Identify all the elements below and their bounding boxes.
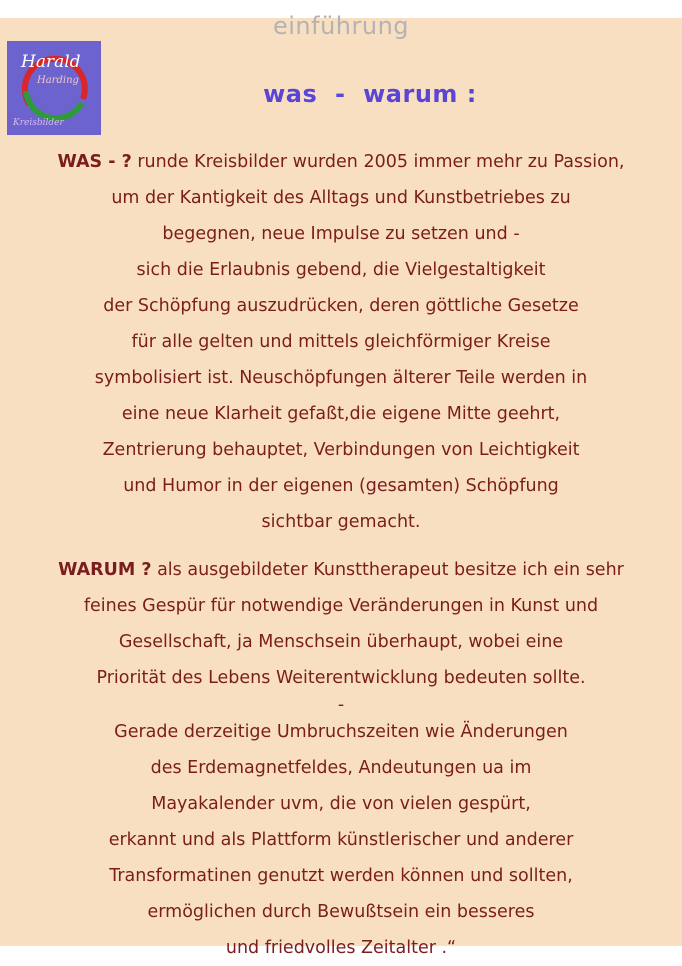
was-line: und Humor in der eigenen (gesamten) Schöpfung [123, 476, 559, 496]
warum-keyword: WARUM ? [58, 560, 152, 580]
logo-emblem-icon [7, 41, 101, 135]
warum-line: Gesellschaft, ja Menschsein überhaupt, wobei eine [118, 632, 564, 652]
warum-line: des Erdemagnetfeldes, Andeutungen ua im [150, 758, 532, 778]
warum-separator: - [337, 695, 345, 715]
warum-line: Mayakalender uvm, die von vielen gespürt, [151, 794, 531, 814]
warum-line: feines Gespür für notwendige Veränderungen in Kunst und [83, 596, 599, 616]
logo-line3: Kreisbilder [13, 118, 64, 128]
warum-line: Priorität des Lebens Weiterentwicklung bedeuten sollte. [96, 668, 586, 688]
was-line: eine neue Klarheit gefaßt,die eigene Mitte geehrt, [121, 404, 561, 424]
content-panel [0, 12, 682, 958]
page-title: einführung [272, 12, 410, 40]
was-line: Zentrierung behauptet, Verbindungen von Leichtigkeit [102, 440, 580, 460]
was-line: um der Kantigkeit des Alltags und Kunstbetriebes zu [111, 188, 571, 208]
logo-line1: Harald [21, 52, 81, 72]
was-keyword: WAS - ? [57, 152, 132, 172]
was-line: symbolisiert ist. Neuschöpfungen älterer Teile werden in [94, 368, 588, 388]
was-line: der Schöpfung auszudrücken, deren göttliche Gesetze [103, 296, 579, 316]
warum-line: Gerade derzeitige Umbruchszeiten wie Änderungen [114, 722, 568, 742]
warum-paragraph [0, 552, 682, 966]
warum-line: erkannt und als Plattform künstlerischer und anderer [108, 830, 574, 850]
was-line: sich die Erlaubnis gebend, die Vielgestaltigkeit [136, 260, 546, 280]
warum-line-text: als ausgebildeter Kunsttherapeut besitze ich ein sehr [151, 560, 624, 580]
warum-line: Transformatinen genutzt werden können und sollten, [109, 866, 573, 886]
section-heading: was - warum : [263, 80, 477, 108]
warum-line: und friedvolles Zeitalter .“ [225, 938, 457, 958]
logo-line2: Harding [37, 75, 79, 86]
warum-line-0 [0, 552, 682, 588]
was-paragraph [0, 144, 682, 540]
harald-logo [7, 41, 101, 135]
warum-line: ermöglichen durch Bewußtsein ein besseres [147, 902, 535, 922]
was-line-text: runde Kreisbilder wurden 2005 immer mehr zu Passion, [131, 152, 625, 172]
was-line: begegnen, neue Impulse zu setzen und - [162, 224, 520, 244]
was-line-0 [0, 144, 682, 180]
was-line: sichtbar gemacht. [261, 512, 421, 532]
was-line: für alle gelten und mittels gleichförmiger Kreise [131, 332, 551, 352]
